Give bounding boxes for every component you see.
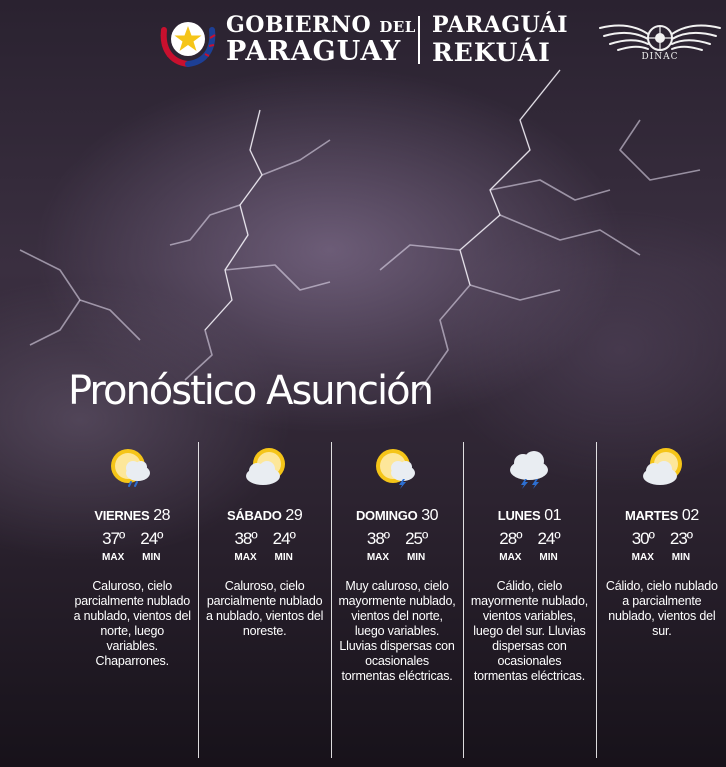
- day-name: LUNES: [497, 508, 541, 523]
- max-temp: 37º: [102, 529, 125, 548]
- forecast-description: Cálido, cielo nublado a parcialmente nublado, vientos del sur.: [605, 579, 718, 638]
- forecast-list: [66, 442, 726, 758]
- day-name: SÁBADO: [226, 508, 282, 523]
- forecast-day: [66, 442, 198, 758]
- day-label: [331, 506, 463, 525]
- gov-line1-small-text: DEL: [379, 18, 416, 36]
- day-date: 30: [421, 507, 439, 524]
- day-label: [66, 506, 198, 525]
- min-label: MIN: [142, 552, 161, 563]
- gobierno-paraguay-logo: [226, 14, 416, 65]
- min-label: MIN: [671, 552, 691, 563]
- min-label: MIN: [274, 552, 293, 563]
- day-date: 29: [285, 507, 303, 524]
- gov-line2-text: PARAGUAY: [226, 36, 402, 67]
- forecast-description: Caluroso, cielo parcialmente nublado a nublado, vientos del norte, luego variables. Chaparrones.: [73, 579, 191, 668]
- gov-line1-text: GOBIERNO: [226, 12, 372, 38]
- day-date: 01: [544, 507, 562, 524]
- min-label: MIN: [539, 552, 558, 563]
- temperature-range: [463, 529, 595, 565]
- min-temp: 24º: [537, 529, 560, 548]
- temperature-range: [596, 529, 726, 565]
- forecast-day: [596, 442, 726, 758]
- cloud-storm-icon: [505, 446, 553, 490]
- forecast-day: [198, 442, 330, 758]
- day-name: DOMINGO: [355, 508, 418, 523]
- header-divider: [418, 16, 420, 64]
- max-label: MAX: [366, 552, 390, 563]
- forecast-day: [331, 442, 463, 758]
- dinac-label: DINAC: [641, 52, 679, 62]
- max-temp: 28º: [499, 529, 522, 548]
- rekuai-line2-text: REKUÁI: [432, 38, 551, 67]
- max-label: MAX: [631, 552, 654, 563]
- temperature-range: [66, 529, 198, 565]
- paraguay-seal-icon: [158, 12, 218, 70]
- day-label: [596, 506, 726, 525]
- day-label: [198, 506, 330, 525]
- partly-cloudy-icon: [638, 446, 686, 490]
- min-temp: 25º: [405, 529, 428, 548]
- sun-cloud-storm-icon: [373, 446, 421, 490]
- forecast-day: [463, 442, 595, 758]
- temperature-range: [198, 529, 330, 565]
- max-label: MAX: [499, 552, 522, 563]
- max-temp: 30º: [631, 529, 654, 548]
- max-temp: 38º: [366, 529, 389, 548]
- day-date: 28: [153, 507, 171, 524]
- min-temp: 24º: [272, 529, 295, 548]
- min-temp: 23º: [669, 529, 692, 548]
- min-temp: 24º: [140, 529, 163, 548]
- partly-cloudy-icon: [241, 446, 289, 490]
- day-label: [463, 506, 595, 525]
- min-label: MIN: [406, 552, 426, 563]
- forecast-description: Muy caluroso, cielo mayormente nublado, vientos del norte, luego variables. Lluvias dispersas con ocasionales tormentas eléctricas.: [338, 579, 456, 683]
- page-title: Pronóstico Asunción: [68, 368, 432, 414]
- paraguai-rekuai-logo: [432, 14, 568, 65]
- day-name: MARTES: [624, 508, 679, 523]
- max-label: MAX: [234, 552, 257, 563]
- header: [0, 0, 726, 80]
- max-temp: 38º: [234, 529, 257, 548]
- forecast-description: Cálido, cielo mayormente nublado, vientos variables, luego del sur. Lluvias dispersas con ocasionales tormentas eléctricas.: [470, 579, 588, 683]
- day-date: 02: [681, 507, 699, 524]
- forecast-description: Caluroso, cielo parcialmente nublado a nublado, vientos del noreste.: [206, 579, 324, 638]
- temperature-range: [331, 529, 463, 565]
- rekuai-line1-text: PARAGUÁI: [432, 12, 569, 38]
- sun-cloud-rain-icon: [108, 446, 156, 490]
- day-name: VIERNES: [94, 508, 150, 523]
- max-label: MAX: [102, 552, 125, 563]
